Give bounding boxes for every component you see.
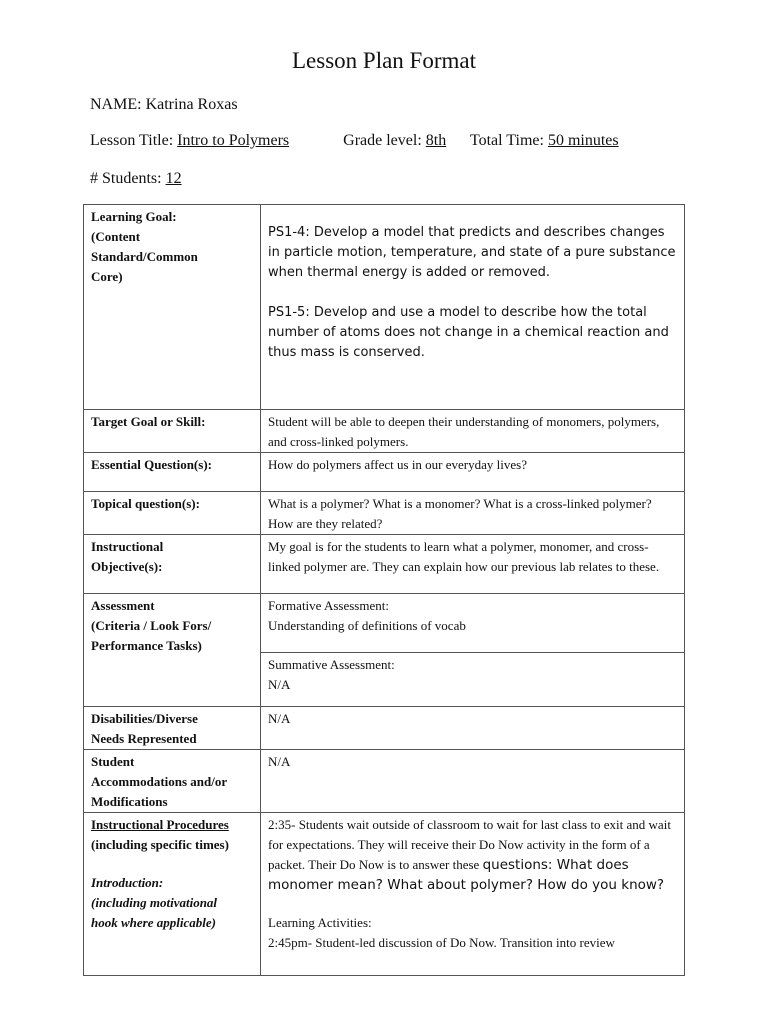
disabilities-value: N/A	[261, 707, 685, 750]
name-value: Katrina Roxas	[145, 96, 238, 113]
target-goal-label: Target Goal or Skill:	[84, 410, 261, 453]
page-title: Lesson Plan Format	[292, 48, 476, 73]
row-accommodations	[84, 750, 685, 813]
target-goal-value: Student will be able to deepen their understanding of monomers, polymers, and cross-linked polymers.	[261, 410, 685, 453]
assessment-label: Assessment (Criteria / Look Fors/ Performance Tasks)	[84, 594, 261, 707]
row-assessment	[84, 594, 685, 653]
disabilities-label: Disabilities/Diverse Needs Represented	[84, 707, 261, 750]
objective-value: My goal is for the students to learn what a polymer, monomer, and cross-linked polymer are. They can explain how our previous lab relates to these.	[261, 535, 685, 594]
objective-label: Instructional Objective(s):	[84, 535, 261, 594]
row-learning-goal	[84, 205, 685, 410]
row-objective	[84, 535, 685, 594]
row-topical-question	[84, 492, 685, 535]
time-value: 50 minutes	[547, 132, 619, 149]
grade-value: 8th	[425, 132, 447, 149]
accommodations-label: Student Accommodations and/or Modifications	[84, 750, 261, 813]
row-essential-question	[84, 453, 685, 492]
lesson-title-value: Intro to Polymers	[177, 132, 290, 149]
lesson-plan-table	[83, 204, 685, 976]
students-value: 12	[165, 170, 182, 187]
name-label: NAME:	[90, 96, 142, 113]
row-procedures	[84, 813, 685, 976]
row-disabilities	[84, 707, 685, 750]
learning-goal-label: Learning Goal: (Content Standard/Common Core)	[84, 205, 261, 410]
name-line	[90, 96, 238, 114]
accommodations-value: N/A	[261, 750, 685, 813]
procedures-intro-text: 2:35- Students wait outside of classroom to wait for last class to exit and wait for expectations. They will receive their Do Now activity in the form of a packet. Their Do Now is to answer these	[268, 817, 671, 872]
students-label: # Students:	[90, 170, 162, 187]
lesson-title-label: Lesson Title:	[90, 132, 174, 149]
students-line	[90, 170, 182, 188]
standard-ps1-5: PS1-5: Develop and use a model to describe how the total number of atoms does not change in a chemical reaction and thus mass is conserved.	[268, 305, 669, 360]
topical-question-value: What is a polymer? What is a monomer? What is a cross-linked polymer? How are they related?	[261, 492, 685, 535]
learning-activities-title: Learning Activities:	[268, 915, 372, 930]
learning-activities-value: 2:45pm- Student-led discussion of Do Now. Transition into review	[268, 935, 615, 950]
standard-ps1-4: PS1-4: Develop a model that predicts and describes changes in particle motion, temperature, and state of a pure substance when thermal energy is added or removed.	[268, 225, 676, 280]
summative-assessment: Summative Assessment: N/A	[261, 653, 685, 707]
topical-question-label: Topical question(s):	[84, 492, 261, 535]
grade-label: Grade level:	[343, 132, 422, 149]
procedures-value	[261, 813, 685, 976]
essential-question-value: How do polymers affect us in our everyday lives?	[261, 453, 685, 492]
learning-goal-value	[261, 205, 685, 410]
time-label: Total Time:	[469, 132, 544, 149]
lesson-info-line	[90, 132, 619, 150]
essential-question-label: Essential Question(s):	[84, 453, 261, 492]
procedures-intro-questions: questions: What does monomer mean? What about polymer? How do you know?	[268, 857, 665, 893]
row-target-goal	[84, 410, 685, 453]
formative-assessment: Formative Assessment: Understanding of definitions of vocab	[261, 594, 685, 653]
procedures-label: Instructional Procedures (including specific times) Introduction: (including motivational hook where applicable)	[84, 813, 261, 976]
